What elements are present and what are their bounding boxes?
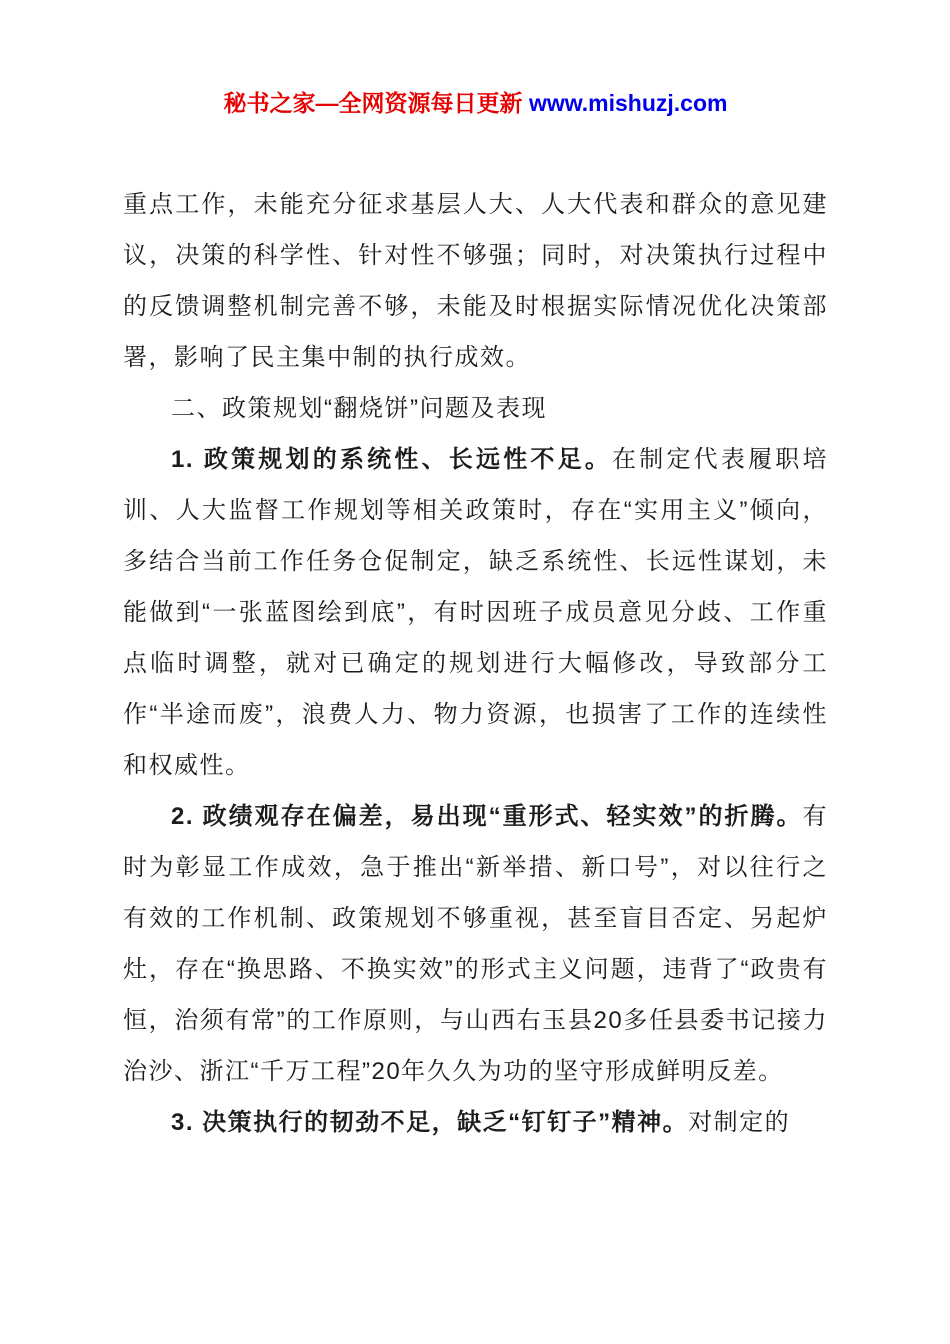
point-2-lead: 2. 政绩观存在偏差，易出现“重形式、轻实效”的折腾。 — [171, 803, 803, 830]
site-header — [123, 86, 828, 121]
point-1-text: 在制定代表履职培训、人大监督工作规划等相关政策时，存在“实用主义”倾向，多结合当前工作任务仓促制定，缺乏系统性、长远性谋划，未能做到“一张蓝图绘到底”，有时因班子成员意见分歧、工作重点临时调整，就对已确定的规划进行大幅修改，导致部分工作“半途而废”，浪费人力、物力资源，也损害了工作的连续性和权威性。 — [123, 446, 828, 779]
paragraph-continuation — [123, 179, 828, 383]
point-1-lead: 1. 政策规划的系统性、长远性不足。 — [171, 446, 613, 473]
point-2-text: 有时为彰显工作成效，急于推出“新举措、新口号”，对以往行之有效的工作机制、政策规划不够重视，甚至盲目否定、另起炉灶，存在“换思路、不换实效”的形式主义问题，违背了“政贵有恒，治须有常”的工作原则，与山西右玉县20多任县委书记接力治沙、浙江“千万工程”20年久久为功的坚守形成鲜明反差。 — [123, 803, 828, 1085]
section-heading — [123, 383, 828, 434]
paragraph-text: 重点工作，未能充分征求基层人大、人大代表和群众的意见建议，决策的科学性、针对性不够强；同时，对决策执行过程中的反馈调整机制完善不够，未能及时根据实际情况优化决策部署，影响了民主集中制的执行成效。 — [123, 191, 828, 371]
point-3-text: 对制定的 — [688, 1109, 791, 1136]
site-url-link[interactable]: www.mishuzj.com — [528, 90, 728, 116]
paragraph-point-3 — [123, 1097, 828, 1148]
paragraph-point-1 — [123, 434, 828, 791]
section-heading-text: 二、政策规划“翻烧饼”问题及表现 — [171, 395, 547, 422]
paragraph-point-2 — [123, 791, 828, 1097]
site-tagline: —全网资源每日更新 — [315, 90, 529, 116]
site-name: 秘书之家 — [223, 91, 316, 116]
point-3-lead: 3. 决策执行的韧劲不足，缺乏“钉钉子”精神。 — [171, 1109, 689, 1136]
document-body — [123, 179, 828, 1148]
